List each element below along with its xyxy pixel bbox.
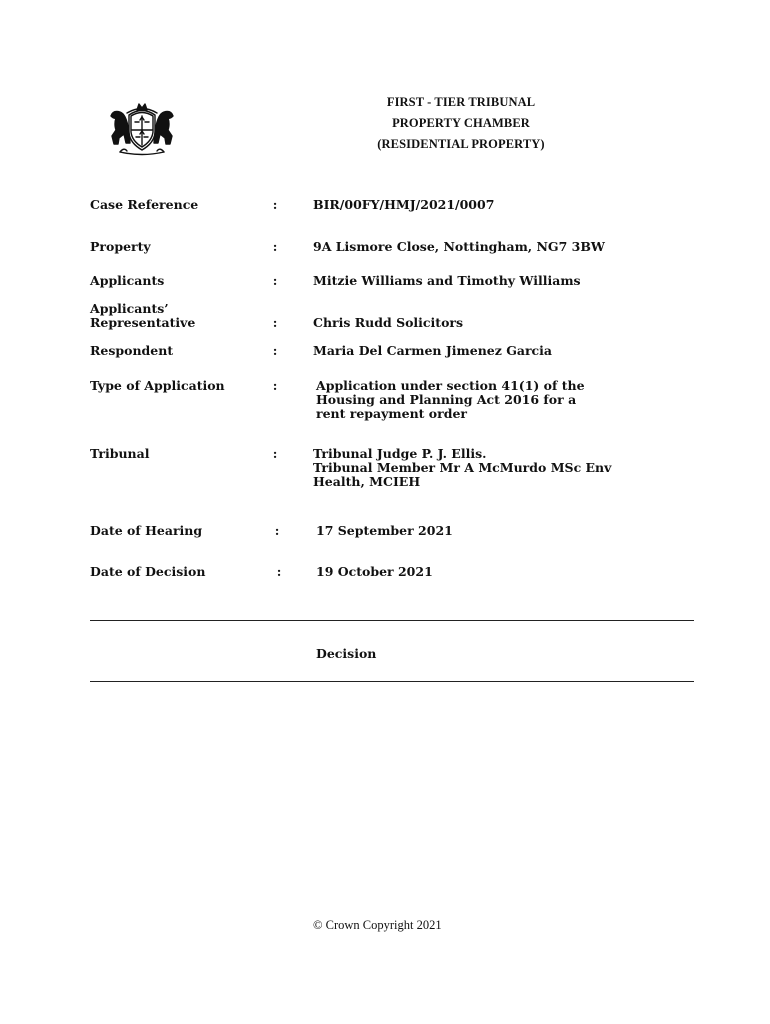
date-of-decision-value: 19 October 2021 xyxy=(316,564,433,579)
type-of-application-value xyxy=(316,379,676,421)
property-value: 9A Lismore Close, Nottingham, NG7 3BW xyxy=(313,239,605,254)
type-of-application-label: Type of Application xyxy=(90,378,225,393)
tribunal-colon: : xyxy=(272,446,278,461)
bottom-divider xyxy=(90,681,694,682)
respondent-label: Respondent xyxy=(90,343,174,358)
case-reference-label: Case Reference xyxy=(90,197,199,212)
type-of-application-value-line3: rent repayment order xyxy=(316,406,467,421)
type-of-application-value-line2: Housing and Planning Act 2016 for a xyxy=(316,392,577,407)
date-of-hearing-value: 17 September 2021 xyxy=(316,523,453,538)
respondent-value: Maria Del Carmen Jimenez Garcia xyxy=(313,343,553,358)
applicants-representative-label xyxy=(90,302,260,330)
decision-heading: Decision xyxy=(316,646,377,661)
date-of-hearing-label: Date of Hearing xyxy=(90,523,203,538)
tribunal-value-line2: Tribunal Member Mr A McMurdo MSc Env xyxy=(313,460,612,475)
header-line-chamber: PROPERTY CHAMBER xyxy=(392,116,530,130)
royal-coat-of-arms-icon xyxy=(96,96,188,160)
respondent-colon: : xyxy=(272,343,278,358)
tribunal-value-line3: Health, MCIEH xyxy=(313,474,421,489)
copyright-footer: © Crown Copyright 2021 xyxy=(313,918,442,932)
tribunal-header xyxy=(316,92,606,155)
applicants-representative-label-line2: Representative xyxy=(90,315,196,330)
header-line-tribunal: FIRST - TIER TRIBUNAL xyxy=(386,95,536,109)
tribunal-value-line1: Tribunal Judge P. J. Ellis. xyxy=(313,446,487,461)
top-divider xyxy=(90,620,694,621)
applicants-colon: : xyxy=(272,273,278,288)
date-of-decision-label: Date of Decision xyxy=(90,564,206,579)
applicants-representative-label-line1: Applicants’ xyxy=(90,301,169,316)
property-label: Property xyxy=(90,239,151,254)
applicants-value: Mitzie Williams and Timothy Williams xyxy=(313,273,581,288)
header-line-property-type: (RESIDENTIAL PROPERTY) xyxy=(377,137,545,151)
date-of-decision-colon: : xyxy=(276,564,282,579)
date-of-hearing-colon: : xyxy=(274,523,280,538)
applicants-representative-colon: : xyxy=(272,315,278,330)
type-of-application-colon: : xyxy=(272,378,278,393)
property-colon: : xyxy=(272,239,278,254)
applicants-label: Applicants xyxy=(90,273,165,288)
type-of-application-value-line1: Application under section 41(1) of the xyxy=(316,378,585,393)
tribunal-value xyxy=(313,447,673,489)
case-reference-colon: : xyxy=(272,197,278,212)
tribunal-label: Tribunal xyxy=(90,446,150,461)
case-reference-value: BIR/00FY/HMJ/2021/0007 xyxy=(313,197,495,212)
applicants-representative-value: Chris Rudd Solicitors xyxy=(313,315,464,330)
